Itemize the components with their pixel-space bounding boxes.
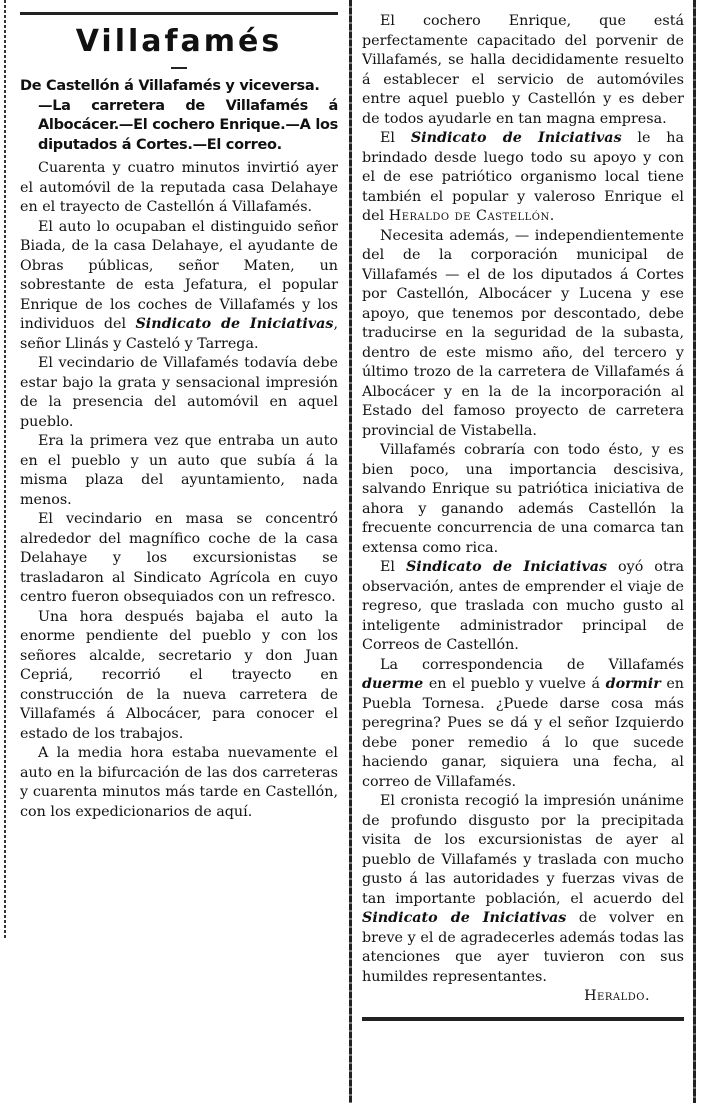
text-run: El auto lo ocupaban el distinguido señor Biada, de la casa Delahaye, el ayudante de Obras públicas, señor Maten, un sobrestante de esta Jefatura, el popular Enrique de los coches de Villafamés y los individuos del <box>20 218 338 332</box>
italic-word: dormir <box>605 676 661 692</box>
italic-word: duerme <box>362 676 424 692</box>
top-rule <box>20 12 338 15</box>
text-run: . <box>549 208 555 224</box>
paragraph: Villafamés cobraría con todo ésto, y es bien poco, una importancia descisiva, salvando Enrique su patriótica iniciativa de ahora y ganando además Castellón la frecuente concurrencia de una comarca tan extensa como rica. <box>362 442 684 556</box>
paragraph <box>20 218 338 355</box>
column-divider-rule <box>349 0 352 1103</box>
left-border-rule <box>4 0 6 940</box>
text-run: de volver en breve y el de agradecerles además todas las atenciones que ayer tuvieron con sus humildes representantes. <box>362 910 684 985</box>
right-column-stack <box>362 12 684 1037</box>
paragraph: El vecindario en masa se concentró alrededor del magnífico coche de la casa Delahaye y los excursionistas se trasladaron al Sindicato Agrícola en cuyo centro fueron obsequiados con un refresco. <box>20 511 338 605</box>
left-column-stack <box>20 12 338 822</box>
text-run: El <box>380 559 406 575</box>
newspaper-name: Heraldo de Castellón <box>388 208 550 224</box>
paragraph: El vecindario de Villafamés todavía debe estar bajo la grata y sensacional impresión de la presencia del automóvil en aquel pueblo. <box>20 355 338 430</box>
italic-org-name: Sindicato de Iniciativas <box>135 316 334 332</box>
article-subheadline <box>20 77 338 155</box>
italic-org-name: Sindicato de Iniciativas <box>405 559 608 575</box>
signature: Heraldo. <box>584 988 650 1004</box>
text-run: en el pueblo y vuelve á <box>423 676 606 692</box>
article-title: Villafamés <box>75 24 283 59</box>
italic-org-name: Sindicato de Iniciativas <box>410 130 622 146</box>
paragraph <box>362 558 684 656</box>
paragraph <box>362 792 684 987</box>
paragraph <box>362 129 684 227</box>
paragraph: Cuarenta y cuatro minutos invirtió ayer el automóvil de la reputada casa Delahaye en el trayecto de Castellón á Villafamés. <box>20 160 338 215</box>
text-run: , señor Llinás y Casteló y Tarrega. <box>20 316 338 352</box>
paragraph <box>362 656 684 793</box>
subhead-remainder: —La carretera de Villafamés á Albocácer.—El cochero Enrique.—A los diputados á Cortes.—El correo. <box>38 97 338 153</box>
paragraph: Una hora después bajaba el auto la enorme pendiente del pueblo y con los señores alcalde, secretario y don Juan Cepriá, recorrió el trayecto en construcción de la nueva carretera de Villafamés á Albocácer, para conocer el estado de los trabajos. <box>20 608 338 742</box>
paragraph: Necesita además, — independientemente del de la corporación municipal de Villafamés — el de los diputados á Cortes por Castellón, Albocácer y Lucena y ese apoyo, que tenemos por descontado, debe traducirse en la seguridad de la subasta, dentro de este mismo año, del tercero y último trozo de la carretera de Villafamés á Albocácer y en la de la incorporación al Estado del famoso proyecto de carretera provincial de Vistabella. <box>362 227 684 439</box>
text-run: El cronista recogió la impresión unánime de profundo disgusto por la precipitada visita de los excursionistas de ayer al pueblo de Villafamés y traslada con mucho gusto á las autoridades y fuerzas vivas de tan importante población, el acuerdo del <box>362 793 684 907</box>
text-run: le ha brindado desde luego todo su apoyo y con el de ese patriótico organismo local tiene también el popular y valeroso Enrique el del <box>362 130 684 224</box>
text-run: El <box>380 130 411 146</box>
paragraph: A la media hora estaba nuevamente el auto en la bifurcación de las dos carreteras y cuarenta minutos más tarde en Castellón, con los expedicionarios de aquí. <box>20 745 338 820</box>
bottom-rule <box>362 1017 684 1021</box>
text-run: La correspondencia de Villafamés <box>380 656 684 673</box>
paragraph: El cochero Enrique, que está perfectamente capacitado del porvenir de Villafamés, se halla decididamente resuelto á establecer el servicio de automóviles entre aquel pueblo y Castellón y es deber de todos ayudarle en tan magna empresa. <box>362 13 684 127</box>
right-border-rule <box>693 0 696 1103</box>
subhead-first-line: De Castellón á Villafamés y viceversa. <box>20 78 320 94</box>
italic-org-name: Sindicato de Iniciativas <box>362 910 567 926</box>
text-run: en Puebla Tornesa. ¿Puede darse cosa más peregrina? Pues se dá y el señor Izquierdo debe poner remedio á lo que sucede haciendo ganar, siquiera una fecha, al correo de Villafamés. <box>362 676 684 790</box>
left-column <box>20 159 338 822</box>
right-column <box>362 12 684 1007</box>
text-run: oyó otra observación, antes de emprender el viaje de regreso, que traslada con mucho gusto al inteligente administrador principal de Correos de Castellón. <box>362 559 684 653</box>
title-separator <box>171 67 187 69</box>
paragraph: Era la primera vez que entraba un auto en el pueblo y un auto que subía á la misma plaza del ayuntamiento, nada menos. <box>20 433 338 508</box>
